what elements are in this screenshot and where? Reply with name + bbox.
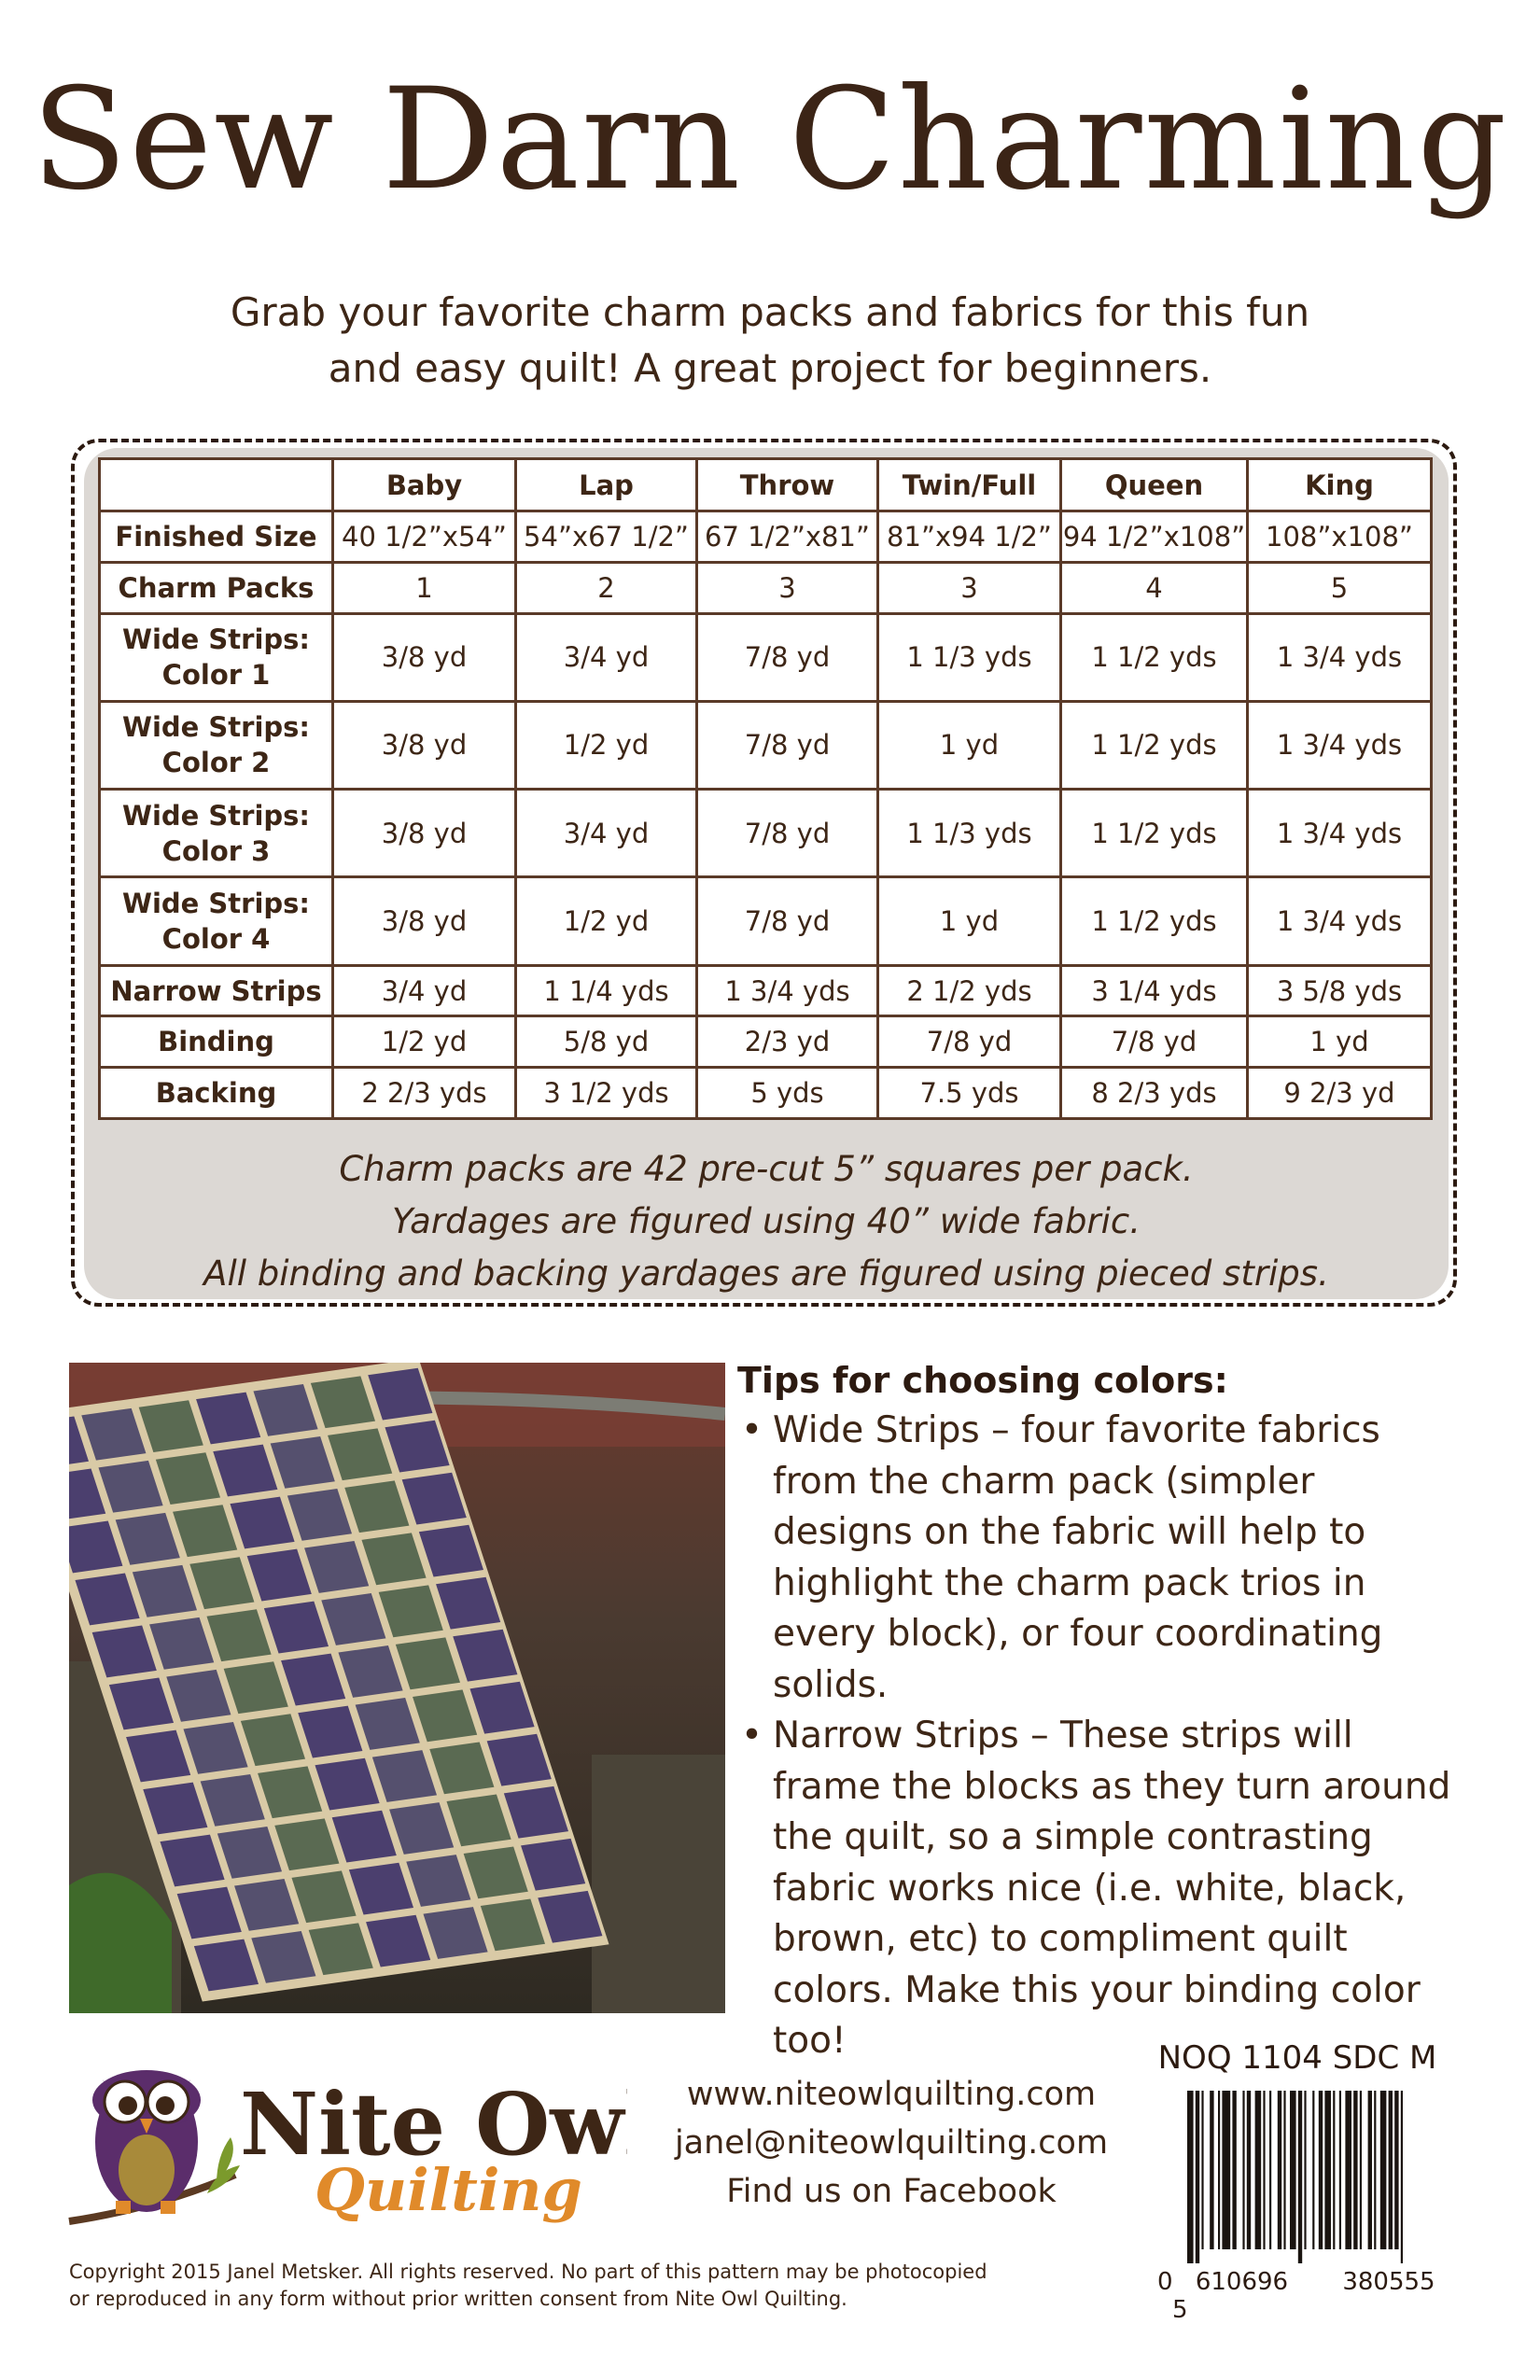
- table-cell: 67 1/2”x81”: [697, 511, 878, 563]
- website-link[interactable]: www.niteowlquilting.com: [686, 2076, 1097, 2113]
- table-cell: 2/3 yd: [697, 1016, 878, 1068]
- table-cell: 3: [878, 562, 1061, 613]
- table-notes: [84, 1143, 1449, 1300]
- table-row: [100, 1016, 1432, 1068]
- table-cell: 1 3/4 yds: [1248, 877, 1432, 965]
- tip-item: [737, 1711, 1465, 2067]
- table-cell: 1 3/4 yds: [1248, 701, 1432, 789]
- table-cell: 5: [1248, 562, 1432, 613]
- barcode-bar: [1374, 2091, 1376, 2249]
- row-label: Backing: [100, 1068, 333, 1119]
- row-label: Wide Strips: Color 1: [100, 613, 333, 701]
- table-cell: 1 1/3 yds: [878, 790, 1061, 877]
- table-cell: 3/4 yd: [516, 613, 697, 701]
- table-cell: 3/8 yd: [333, 613, 516, 701]
- table-cell: 1 3/4 yds: [1248, 613, 1432, 701]
- table-header-row: [100, 459, 1432, 511]
- copyright-notice: [69, 2259, 1002, 2313]
- barcode-bar: [1380, 2091, 1387, 2249]
- barcode-digit: 0: [1157, 2268, 1173, 2296]
- email-link[interactable]: janel@niteowlquilting.com: [674, 2124, 1109, 2162]
- barcode-numbers: [1157, 2268, 1465, 2324]
- barcode-bar: [1389, 2091, 1393, 2249]
- barcode-bar: [1394, 2091, 1398, 2249]
- row-label: Wide Strips: Color 2: [100, 701, 333, 789]
- table-cell: 3: [697, 562, 878, 613]
- table-row: [100, 877, 1432, 965]
- tip-text: Wide Strips – four favorite fabrics from the charm pack (simpler designs on the fabric will help to highlight the charm pack trios in every block), or four coordinating solids.: [773, 1409, 1383, 1706]
- table-cell: 3/4 yd: [333, 965, 516, 1016]
- barcode-bar: [1339, 2091, 1341, 2249]
- barcode-bar: [1278, 2091, 1281, 2249]
- table-cell: 7/8 yd: [1061, 1016, 1248, 1068]
- header-cell: King: [1248, 459, 1432, 511]
- table-cell: 1: [333, 562, 516, 613]
- barcode-bar: [1401, 2091, 1403, 2263]
- table-cell: 1 1/2 yds: [1061, 790, 1248, 877]
- barcode-bar: [1247, 2091, 1251, 2249]
- table-cell: 3/8 yd: [333, 790, 516, 877]
- table-cell: 4: [1061, 562, 1248, 613]
- barcode-bar: [1263, 2091, 1265, 2249]
- subtitle-line: Grab your favorite charm packs and fabrics for this fun: [230, 289, 1310, 335]
- table-cell: 54”x67 1/2”: [516, 511, 697, 563]
- barcode-bar: [1222, 2091, 1230, 2249]
- table-cell: 1/2 yd: [333, 1016, 516, 1068]
- contact-info: [644, 2070, 1139, 2216]
- barcode-bar: [1232, 2091, 1236, 2249]
- table-row: [100, 1068, 1432, 1119]
- row-label: Binding: [100, 1016, 333, 1068]
- barcode-bar: [1242, 2091, 1244, 2249]
- logo-text-quilting: Quilting: [315, 2156, 582, 2224]
- table-cell: 2: [516, 562, 697, 613]
- copyright-line: or reproduced in any form without prior written consent from Nite Owl Quilting.: [69, 2288, 847, 2310]
- table-cell: 40 1/2”x54”: [333, 511, 516, 563]
- page-title: Sew Darn Charming: [31, 59, 1509, 221]
- table-cell: 1 yd: [878, 877, 1061, 965]
- note-line: Charm packs are 42 pre-cut 5” squares per pack.: [339, 1149, 1194, 1189]
- color-tips: [737, 1355, 1465, 2067]
- table-cell: 9 2/3 yd: [1248, 1068, 1432, 1119]
- bullet-icon: •: [741, 1409, 763, 1451]
- nite-owl-logo: [67, 2044, 627, 2231]
- table-cell: 3 1/4 yds: [1061, 965, 1248, 1016]
- row-label: Narrow Strips: [100, 965, 333, 1016]
- barcode-bar: [1283, 2091, 1285, 2249]
- table-cell: 3/4 yd: [516, 790, 697, 877]
- barcode-bar: [1324, 2091, 1331, 2249]
- subtitle: [149, 285, 1391, 397]
- table-cell: 1 3/4 yds: [1248, 790, 1432, 877]
- quilt-photo: [69, 1363, 725, 2013]
- copyright-line: Copyright 2015 Janel Metsker. All rights reserved. No part of this pattern may be photocopied: [69, 2261, 987, 2283]
- barcode-bar: [1319, 2091, 1323, 2249]
- facebook-text: Find us on Facebook: [726, 2173, 1057, 2210]
- barcode-digit: 380555: [1342, 2268, 1435, 2296]
- table-cell: 3/8 yd: [333, 877, 516, 965]
- barcode-bar: [1298, 2091, 1302, 2263]
- table-cell: 1/2 yd: [516, 701, 697, 789]
- table-cell: 1/2 yd: [516, 877, 697, 965]
- barcode-bar: [1210, 2091, 1213, 2249]
- table-cell: 5/8 yd: [516, 1016, 697, 1068]
- table-row: [100, 511, 1432, 563]
- header-cell: Twin/Full: [878, 459, 1061, 511]
- barcode-bar: [1312, 2091, 1314, 2249]
- barcode: [1183, 2091, 1435, 2263]
- table-cell: 81”x94 1/2”: [878, 511, 1061, 563]
- table-cell: 3 1/2 yds: [516, 1068, 697, 1119]
- tip-item: [737, 1406, 1465, 1711]
- header-cell: Lap: [516, 459, 697, 511]
- row-label: Charm Packs: [100, 562, 333, 613]
- table-cell: 1 yd: [1248, 1016, 1432, 1068]
- barcode-bar: [1255, 2091, 1262, 2249]
- subtitle-line: and easy quilt! A great project for beginners.: [328, 345, 1212, 391]
- table-cell: 7/8 yd: [878, 1016, 1061, 1068]
- barcode-bar: [1360, 2091, 1362, 2249]
- table-cell: 8 2/3 yds: [1061, 1068, 1248, 1119]
- table-cell: 1 1/2 yds: [1061, 701, 1248, 789]
- table-cell: 1 3/4 yds: [697, 965, 878, 1016]
- barcode-bar: [1218, 2091, 1220, 2249]
- header-cell: [100, 459, 333, 511]
- barcode-bar: [1353, 2091, 1357, 2249]
- table-cell: 3 5/8 yds: [1248, 965, 1432, 1016]
- table-cell: 1 1/4 yds: [516, 965, 697, 1016]
- barcode-bar: [1333, 2091, 1335, 2249]
- barcode-bar: [1345, 2091, 1351, 2249]
- row-label: Wide Strips: Color 4: [100, 877, 333, 965]
- note-line: Yardages are figured using 40” wide fabric.: [391, 1201, 1141, 1241]
- barcode-bar: [1290, 2091, 1296, 2249]
- table-cell: 1 1/2 yds: [1061, 877, 1248, 965]
- table-cell: 7/8 yd: [697, 613, 878, 701]
- product-code: NOQ 1104 SDC M: [1157, 2039, 1437, 2077]
- bullet-icon: •: [741, 1715, 763, 1757]
- table-cell: 7/8 yd: [697, 790, 878, 877]
- table-row: [100, 613, 1432, 701]
- table-cell: 1 1/3 yds: [878, 613, 1061, 701]
- table-cell: 1 yd: [878, 701, 1061, 789]
- owl-icon: [69, 2070, 240, 2221]
- table-row: [100, 790, 1432, 877]
- table-cell: 2 1/2 yds: [878, 965, 1061, 1016]
- barcode-digit: 5: [1172, 2296, 1188, 2324]
- row-label: Finished Size: [100, 511, 333, 563]
- barcode-bar: [1187, 2091, 1194, 2263]
- header-cell: Queen: [1061, 459, 1248, 511]
- logo-text-nite-owl: Nite Owl: [240, 2074, 627, 2175]
- table-row: [100, 701, 1432, 789]
- table-cell: 108”x108”: [1248, 511, 1432, 563]
- table-cell: 1 1/2 yds: [1061, 613, 1248, 701]
- table-row: [100, 562, 1432, 613]
- barcode-bar: [1196, 2091, 1199, 2263]
- table-cell: 7.5 yds: [878, 1068, 1061, 1119]
- table-cell: 5 yds: [697, 1068, 878, 1119]
- table-cell: 7/8 yd: [697, 701, 878, 789]
- barcode-bar: [1368, 2091, 1372, 2249]
- table-cell: 3/8 yd: [333, 701, 516, 789]
- header-cell: Baby: [333, 459, 516, 511]
- barcode-digit: 610696: [1195, 2268, 1289, 2296]
- row-label: Wide Strips: Color 3: [100, 790, 333, 877]
- barcode-bar: [1201, 2091, 1203, 2249]
- table-row: [100, 965, 1432, 1016]
- table-cell: 2 2/3 yds: [333, 1068, 516, 1119]
- tips-title: Tips for choosing colors:: [737, 1360, 1228, 1401]
- barcode-bar: [1269, 2091, 1271, 2249]
- table-cell: 94 1/2”x108”: [1061, 511, 1248, 563]
- tip-text: Narrow Strips – These strips will frame the blocks as they turn around the quilt, so a simple contrasting fabric works nice (i.e. white, black, brown, etc) to compliment quilt colors. Make this your binding color too!: [773, 1715, 1451, 2062]
- requirements-table: [98, 457, 1433, 1120]
- barcode-bar: [1304, 2091, 1306, 2249]
- note-line: All binding and backing yardages are figured using pieced strips.: [203, 1253, 1329, 1294]
- table-cell: 7/8 yd: [697, 877, 878, 965]
- header-cell: Throw: [697, 459, 878, 511]
